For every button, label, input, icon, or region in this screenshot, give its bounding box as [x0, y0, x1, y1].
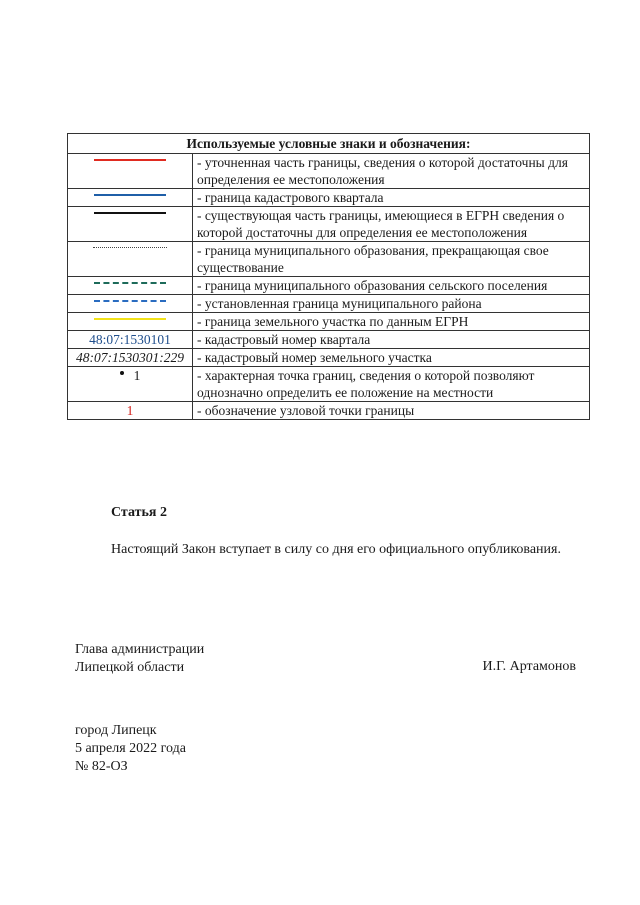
legend-description: - установленная граница муниципального района — [193, 295, 590, 313]
legend-row — [68, 402, 590, 420]
legend-symbol-cell — [68, 331, 193, 349]
legend-symbol-cell — [68, 295, 193, 313]
legend-header-row — [68, 134, 590, 154]
point-marker-icon — [120, 371, 124, 375]
legend-symbol-cell — [68, 313, 193, 331]
signature-block — [75, 641, 204, 677]
legend-symbol-cell — [68, 277, 193, 295]
legend-row — [68, 207, 590, 242]
legend-description: - граница земельного участка по данным ЕГРН — [193, 313, 590, 331]
legend-row — [68, 349, 590, 367]
footer-number: № 82-ОЗ — [75, 759, 128, 774]
legend-line-symbol — [94, 194, 166, 196]
legend-symbol-cell — [68, 349, 193, 367]
legend-symbol-cell — [68, 207, 193, 242]
footer-block — [75, 722, 186, 776]
footer-city: город Липецк — [75, 723, 157, 738]
signature-position-line2: Липецкой области — [75, 660, 185, 675]
legend-description: - кадастровый номер земельного участка — [193, 349, 590, 367]
footer-date: 5 апреля 2022 года — [75, 741, 186, 756]
legend-row — [68, 295, 590, 313]
legend-symbol-cell — [68, 154, 193, 189]
legend-symbol-text: 1 — [126, 403, 134, 418]
legend-description: - кадастровый номер квартала — [193, 331, 590, 349]
legend-description: - уточненная часть границы, сведения о которой достаточны для определения ее местоположения — [193, 154, 590, 189]
legend-line-symbol — [93, 247, 167, 248]
legend-line-symbol — [94, 282, 166, 284]
legend-line-symbol — [94, 300, 166, 302]
legend-symbol-cell — [68, 402, 193, 420]
signature-position-line1: Глава администрации — [75, 642, 205, 657]
signature-name: И.Г. Артамонов — [482, 659, 576, 674]
legend-body — [68, 154, 590, 420]
legend-symbol-cell — [68, 367, 193, 402]
legend-row — [68, 242, 590, 277]
legend-description: - характерная точка границ, сведения о которой позволяют однозначно определить ее положение на местности — [193, 367, 590, 402]
legend-row — [68, 367, 590, 402]
legend-row — [68, 313, 590, 331]
legend-row — [68, 189, 590, 207]
legend-row — [68, 154, 590, 189]
legend-line-symbol — [94, 159, 166, 161]
legend-description: - существующая часть границы, имеющиеся в ЕГРН сведения о которой достаточны для определения ее местоположения — [193, 207, 590, 242]
legend-symbol-cell — [68, 242, 193, 277]
legend-line-symbol — [94, 212, 166, 214]
legend-line-symbol — [94, 318, 166, 320]
legend-symbol-text: 1 — [133, 368, 141, 383]
legend-description: - обозначение узловой точки границы — [193, 402, 590, 420]
legend-symbol-text: 48:07:1530101 — [89, 332, 171, 347]
legend-table — [67, 133, 590, 420]
article-heading: Статья 2 — [111, 505, 167, 520]
legend-description: - граница кадастрового квартала — [193, 189, 590, 207]
legend-row — [68, 331, 590, 349]
legend-symbol-text: 48:07:1530301:229 — [76, 350, 184, 365]
legend-row — [68, 277, 590, 295]
legend-description: - граница муниципального образования сельского поселения — [193, 277, 590, 295]
article-text: Настоящий Закон вступает в силу со дня его официального опубликования. — [111, 542, 561, 557]
legend-symbol-cell — [68, 189, 193, 207]
legend-description: - граница муниципального образования, прекращающая свое существование — [193, 242, 590, 277]
legend-title: Используемые условные знаки и обозначения: — [68, 134, 590, 154]
